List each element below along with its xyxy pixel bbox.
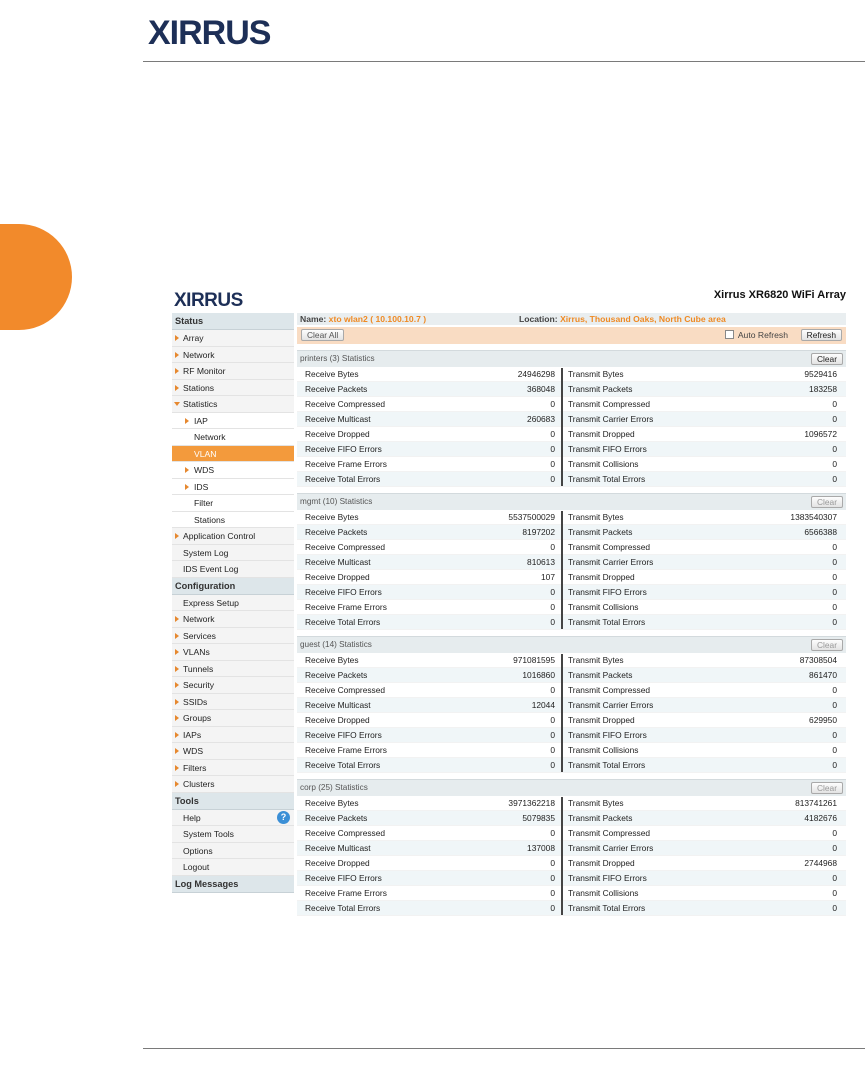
expand-arrow-icon [185,467,189,473]
stats-section [297,636,846,773]
expand-arrow-icon [175,732,179,738]
sidebar-item-ids-event-log[interactable]: IDS Event Log [172,561,294,578]
sidebar-item-statistics[interactable]: Statistics [172,396,294,413]
transmit-metric-value: 9529416 [804,369,837,379]
table-row [297,510,846,525]
sidebar-item-filters[interactable]: Filters [172,760,294,777]
expand-arrow-icon [175,633,179,639]
refresh-button[interactable]: Refresh [801,329,842,341]
transmit-metric-label: Transmit Carrier Errors [568,414,654,424]
transmit-metric-label: Transmit Carrier Errors [568,843,654,853]
table-row [297,698,846,713]
transmit-metric-label: Transmit Total Errors [568,617,646,627]
receive-metric-value: 0 [550,542,555,552]
clear-section-button[interactable]: Clear [811,782,843,794]
receive-metric-value: 107 [541,572,555,582]
expand-arrow-icon [175,715,179,721]
stats-section-title: printers (3) Statistics [300,354,375,363]
header-rule [143,61,865,62]
receive-metric-label: Receive Packets [305,527,368,537]
webui-screenshot [170,283,848,913]
sidebar-item-vlans[interactable]: VLANs [172,644,294,661]
receive-metric-value: 8197202 [522,527,555,537]
table-row [297,397,846,412]
stats-section-header [297,493,846,510]
receive-metric-label: Receive Frame Errors [305,459,387,469]
transmit-metric-value: 0 [832,730,837,740]
location-label: Location: [519,314,558,324]
receive-metric-value: 0 [550,474,555,484]
table-row [297,525,846,540]
table-row [297,615,846,630]
stats-section-header [297,636,846,653]
sidebar-item-stat-network[interactable]: Network [172,429,294,446]
table-row [297,472,846,487]
clear-section-button[interactable]: Clear [811,639,843,651]
collapse-arrow-icon [174,402,180,406]
toolbar [297,327,846,344]
transmit-metric-label: Transmit Bytes [568,655,624,665]
receive-metric-value: 0 [550,745,555,755]
expand-arrow-icon [175,666,179,672]
table-row [297,758,846,773]
transmit-metric-value: 0 [832,617,837,627]
transmit-metric-label: Transmit Collisions [568,602,639,612]
receive-metric-value: 0 [550,888,555,898]
transmit-metric-label: Transmit Collisions [568,888,639,898]
receive-metric-label: Receive Multicast [305,557,371,567]
transmit-metric-label: Transmit Bytes [568,512,624,522]
transmit-metric-label: Transmit Total Errors [568,474,646,484]
xirrus-logo-small [174,287,274,309]
receive-metric-label: Receive Bytes [305,512,359,522]
transmit-metric-value: 0 [832,602,837,612]
receive-metric-label: Receive Total Errors [305,760,381,770]
receive-metric-value: 0 [550,760,555,770]
sidebar-item-vlan[interactable]: VLAN [172,446,294,463]
transmit-metric-value: 0 [832,587,837,597]
receive-metric-value: 24946298 [517,369,555,379]
sidebar-nav [172,313,294,893]
clear-section-button[interactable]: Clear [811,353,843,365]
transmit-metric-value: 0 [832,444,837,454]
expand-arrow-icon [175,352,179,358]
table-row [297,457,846,472]
stats-section [297,350,846,487]
receive-metric-label: Receive Dropped [305,429,370,439]
receive-metric-label: Receive Bytes [305,369,359,379]
receive-metric-label: Receive Dropped [305,715,370,725]
receive-metric-value: 260683 [527,414,555,424]
sidebar-item-system-tools[interactable]: System Tools [172,826,294,843]
receive-metric-label: Receive FIFO Errors [305,587,382,597]
expand-arrow-icon [175,682,179,688]
receive-metric-label: Receive Packets [305,670,368,680]
stats-table [297,367,846,487]
receive-metric-value: 0 [550,459,555,469]
transmit-metric-label: Transmit FIFO Errors [568,730,647,740]
transmit-metric-label: Transmit Compressed [568,828,651,838]
stats-section-header [297,350,846,367]
sidebar-item-express-setup[interactable]: Express Setup [172,595,294,612]
receive-metric-label: Receive Total Errors [305,474,381,484]
sidebar-item-logout[interactable]: Logout [172,859,294,876]
receive-metric-value: 971081595 [513,655,555,665]
main-content [297,313,846,916]
table-row [297,743,846,758]
transmit-metric-value: 0 [832,474,837,484]
receive-metric-label: Receive Total Errors [305,903,381,913]
transmit-metric-label: Transmit Bytes [568,798,624,808]
device-info-bar [297,313,846,325]
expand-arrow-icon [175,385,179,391]
transmit-metric-label: Transmit Compressed [568,685,651,695]
table-row [297,540,846,555]
receive-metric-label: Receive Packets [305,813,368,823]
expand-arrow-icon [185,418,189,424]
table-row [297,811,846,826]
expand-arrow-icon [175,765,179,771]
receive-metric-label: Receive Compressed [305,685,386,695]
transmit-metric-value: 0 [832,700,837,710]
sidebar-item-iap[interactable]: IAP [172,413,294,430]
transmit-metric-label: Transmit Carrier Errors [568,557,654,567]
transmit-metric-value: 0 [832,572,837,582]
transmit-metric-label: Transmit Total Errors [568,903,646,913]
transmit-metric-label: Transmit Carrier Errors [568,700,654,710]
stats-table [297,653,846,773]
sidebar-item-tunnels[interactable]: Tunnels [172,661,294,678]
receive-metric-value: 1016860 [522,670,555,680]
table-row [297,796,846,811]
sidebar-item-application-control[interactable]: Application Control [172,528,294,545]
expand-arrow-icon [175,781,179,787]
receive-metric-value: 137008 [527,843,555,853]
sidebar-heading-tools[interactable]: Tools [172,793,294,810]
table-row [297,856,846,871]
receive-metric-value: 0 [550,828,555,838]
sidebar-item-network[interactable]: Network [172,347,294,364]
stats-section-title: corp (25) Statistics [300,783,368,792]
stats-section-header [297,779,846,796]
stats-section [297,779,846,916]
receive-metric-value: 368048 [527,384,555,394]
receive-metric-label: Receive FIFO Errors [305,730,382,740]
receive-metric-label: Receive Multicast [305,700,371,710]
transmit-metric-label: Transmit Dropped [568,572,635,582]
sidebar-item-stations[interactable]: Stations [172,380,294,397]
expand-arrow-icon [175,649,179,655]
transmit-metric-value: 0 [832,459,837,469]
stats-section [297,493,846,630]
sidebar-item-help[interactable]: Help ? [172,810,294,827]
receive-metric-label: Receive FIFO Errors [305,873,382,883]
sidebar-item-ids[interactable]: IDS [172,479,294,496]
name-value: xto wlan2 ( 10.100.10.7 ) [328,314,427,324]
table-row [297,901,846,916]
sidebar-item-stat-stations[interactable]: Stations [172,512,294,529]
receive-metric-value: 3971362218 [508,798,555,808]
name-label: Name: [300,314,327,324]
table-row [297,427,846,442]
receive-metric-label: Receive Total Errors [305,617,381,627]
transmit-metric-value: 0 [832,745,837,755]
table-row [297,570,846,585]
transmit-metric-value: 0 [832,888,837,898]
transmit-metric-value: 629950 [809,715,837,725]
receive-metric-value: 0 [550,617,555,627]
stats-section-title: guest (14) Statistics [300,640,372,649]
transmit-metric-label: Transmit FIFO Errors [568,587,647,597]
sidebar-heading-log-messages[interactable]: Log Messages [172,876,294,893]
receive-metric-label: Receive Compressed [305,542,386,552]
table-row [297,728,846,743]
sidebar-item-wds[interactable]: WDS [172,462,294,479]
receive-metric-label: Receive Packets [305,384,368,394]
svg-text:XIRRUS: XIRRUS [148,14,271,50]
table-row [297,653,846,668]
expand-arrow-icon [175,533,179,539]
transmit-metric-value: 0 [832,903,837,913]
table-row [297,871,846,886]
receive-metric-value: 0 [550,587,555,597]
sidebar-item-clusters[interactable]: Clusters [172,776,294,793]
receive-metric-label: Receive Frame Errors [305,602,387,612]
transmit-metric-label: Transmit Bytes [568,369,624,379]
receive-metric-value: 0 [550,903,555,913]
sidebar-item-system-log[interactable]: System Log [172,545,294,562]
transmit-metric-label: Transmit Packets [568,527,633,537]
receive-metric-label: Receive Multicast [305,843,371,853]
receive-metric-value: 0 [550,715,555,725]
transmit-metric-value: 0 [832,828,837,838]
expand-arrow-icon [175,748,179,754]
sidebar-item-ssids[interactable]: SSIDs [172,694,294,711]
column-divider [561,654,563,772]
transmit-metric-value: 0 [832,685,837,695]
receive-metric-value: 0 [550,858,555,868]
sidebar-item-services[interactable]: Services [172,628,294,645]
location [519,313,726,325]
transmit-metric-value: 0 [832,542,837,552]
column-divider [561,368,563,486]
receive-metric-value: 810613 [527,557,555,567]
transmit-metric-label: Transmit Dropped [568,429,635,439]
table-row [297,600,846,615]
receive-metric-value: 5079835 [522,813,555,823]
transmit-metric-value: 0 [832,414,837,424]
sidebar-item-groups[interactable]: Groups [172,710,294,727]
transmit-metric-value: 183258 [809,384,837,394]
column-divider [561,511,563,629]
transmit-metric-value: 0 [832,399,837,409]
receive-metric-value: 0 [550,444,555,454]
auto-refresh-toggle[interactable]: Auto Refresh [725,329,788,341]
table-row [297,442,846,457]
transmit-metric-value: 1383540307 [790,512,837,522]
table-row [297,826,846,841]
location-value: Xirrus, Thousand Oaks, North Cube area [560,314,726,324]
sidebar-item-cfg-network[interactable]: Network [172,611,294,628]
transmit-metric-label: Transmit Compressed [568,399,651,409]
transmit-metric-value: 861470 [809,670,837,680]
expand-arrow-icon [185,484,189,490]
device-title: Xirrus XR6820 WiFi Array [713,289,846,301]
table-row [297,841,846,856]
transmit-metric-label: Transmit Packets [568,813,633,823]
sidebar-heading-status[interactable]: Status [172,313,294,330]
receive-metric-value: 0 [550,602,555,612]
transmit-metric-value: 813741261 [795,798,837,808]
receive-metric-value: 0 [550,399,555,409]
sidebar-item-filter[interactable]: Filter [172,495,294,512]
table-row [297,713,846,728]
sidebar-item-cfg-wds[interactable]: WDS [172,743,294,760]
transmit-metric-label: Transmit Packets [568,670,633,680]
receive-metric-value: 5537500029 [508,512,555,522]
expand-arrow-icon [175,616,179,622]
sidebar-item-array[interactable]: Array [172,330,294,347]
xirrus-logo [148,10,298,50]
column-divider [561,797,563,915]
sidebar-heading-configuration[interactable]: Configuration [172,578,294,595]
receive-metric-label: Receive Compressed [305,399,386,409]
receive-metric-label: Receive Bytes [305,798,359,808]
expand-arrow-icon [175,699,179,705]
transmit-metric-value: 4182676 [804,813,837,823]
stats-table [297,510,846,630]
transmit-metric-label: Transmit Packets [568,384,633,394]
help-question-icon[interactable]: ? [277,811,290,824]
receive-metric-label: Receive Dropped [305,572,370,582]
transmit-metric-label: Transmit Total Errors [568,760,646,770]
transmit-metric-value: 0 [832,843,837,853]
sidebar-item-security[interactable]: Security [172,677,294,694]
table-row [297,555,846,570]
svg-text:XIRRUS: XIRRUS [174,290,243,309]
transmit-metric-value: 6566388 [804,527,837,537]
receive-metric-value: 0 [550,685,555,695]
footer-rule [143,1048,865,1049]
clear-all-button[interactable]: Clear All [301,329,344,341]
clear-section-button[interactable]: Clear [811,496,843,508]
chapter-tab [0,224,72,330]
transmit-metric-label: Transmit FIFO Errors [568,873,647,883]
table-row [297,585,846,600]
transmit-metric-value: 2744968 [804,858,837,868]
expand-arrow-icon [175,368,179,374]
transmit-metric-label: Transmit Dropped [568,858,635,868]
stats-section-title: mgmt (10) Statistics [300,497,373,506]
receive-metric-label: Receive Frame Errors [305,745,387,755]
sidebar-item-iaps[interactable]: IAPs [172,727,294,744]
transmit-metric-value: 1096572 [804,429,837,439]
transmit-metric-label: Transmit FIFO Errors [568,444,647,454]
receive-metric-label: Receive Compressed [305,828,386,838]
transmit-metric-label: Transmit Dropped [568,715,635,725]
table-row [297,668,846,683]
expand-arrow-icon [175,335,179,341]
receive-metric-value: 0 [550,873,555,883]
transmit-metric-label: Transmit Collisions [568,459,639,469]
receive-metric-value: 12044 [531,700,555,710]
transmit-metric-value: 0 [832,873,837,883]
transmit-metric-label: Transmit Collisions [568,745,639,755]
table-row [297,886,846,901]
auto-refresh-checkbox[interactable] [725,330,734,339]
transmit-metric-label: Transmit Compressed [568,542,651,552]
receive-metric-label: Receive FIFO Errors [305,444,382,454]
vlan-statistics-list [297,350,846,916]
receive-metric-value: 0 [550,730,555,740]
transmit-metric-value: 87308504 [799,655,837,665]
receive-metric-value: 0 [550,429,555,439]
receive-metric-label: Receive Multicast [305,414,371,424]
receive-metric-label: Receive Dropped [305,858,370,868]
table-row [297,382,846,397]
stats-table [297,796,846,916]
transmit-metric-value: 0 [832,760,837,770]
table-row [297,412,846,427]
receive-metric-label: Receive Frame Errors [305,888,387,898]
receive-metric-label: Receive Bytes [305,655,359,665]
table-row [297,683,846,698]
sidebar-item-rf-monitor[interactable]: RF Monitor [172,363,294,380]
sidebar-item-options[interactable]: Options [172,843,294,860]
transmit-metric-value: 0 [832,557,837,567]
table-row [297,367,846,382]
